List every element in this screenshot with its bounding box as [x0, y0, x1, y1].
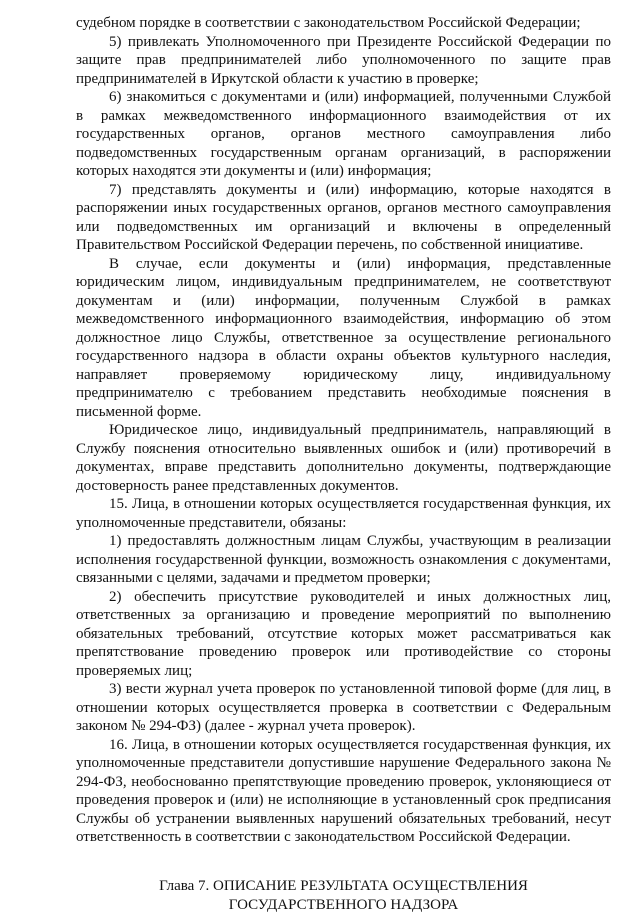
chapter-heading — [76, 877, 611, 915]
paragraph-section-15: 15. Лица, в отношении которых осуществляется государственная функция, их уполномоченные представители, обязаны: — [76, 496, 611, 531]
paragraph-discrepancy-case: В случае, если документы и (или) информация, представленные юридическим лицом, индивидуальным предпринимателем, не соответствуют документам и (или) информации, полученным Службой в рамках межведомственного информационного взаимодействия, информацию об этом должностное лицо Службы, ответственное за осуществление регионального государственного надзора в области охраны объектов культурного наследия, направляет проверяемому юридическому лицу, индивидуальному предпринимателю с требованием представить необходимые пояснения в письменной форме. — [76, 255, 611, 420]
paragraph-duty-1: 1) предоставлять должностным лицам Службы, участвующим в реализации исполнения государственной функции, возможность ознакомления с документами, связанными с целями, задачами и предметом проверки; — [76, 533, 611, 586]
document-page — [76, 14, 611, 915]
paragraph-continuation: судебном порядке в соответствии с законодательством Российской Федерации; — [76, 15, 581, 31]
paragraph-explanations: Юридическое лицо, индивидуальный предприниматель, направляющий в Службу пояснения относительно выявленных ошибок и (или) противоречий в документах, вправе представить дополнительно документы, подтверждающие достоверность ранее представленных документов. — [76, 422, 611, 494]
paragraph-item-7: 7) представлять документы и (или) информацию, которые находятся в распоряжении иных государственных органов, органов местного самоуправления или подведомственных им организаций и включены в определенный Правительством Российской Федерации перечень, по собственной инициативе. — [76, 181, 611, 253]
paragraph-item-5: 5) привлекать Уполномоченного при Президенте Российской Федерации по защите прав предпринимателей либо уполномоченного по защите прав предпринимателей в Иркутской области к участию в проверке; — [76, 33, 611, 87]
paragraph-item-6: 6) знакомиться с документами и (или) информацией, полученными Службой в рамках межведомственного информационного взаимодействия от их государственных органов, органов местного самоуправления либо подведомственных государственным органам организаций, в распоряжении которых находятся эти документы и (или) информация; — [76, 89, 611, 179]
paragraph-section-16: 16. Лица, в отношении которых осуществляется государственная функция, их уполномоченные представители допустившие нарушение Федерального закона № 294-ФЗ, необоснованно препятствующие проведению проверок, уклоняющиеся от проведения проверок и (или) не исполняющие в установленный срок предписания Службы об устранении выявленных нарушений обязательных требований, несут ответственность в соответствии с законодательством Российской Федерации. — [76, 736, 611, 845]
paragraph-duty-2: 2) обеспечить присутствие руководителей и иных должностных лиц, ответственных за организацию и проведение мероприятий по выполнению обязательных требований, отсутствие которых может рассматриваться как препятствование проведению проверок или противодействие со стороны проверяемых лиц; — [76, 588, 611, 679]
chapter-heading-line-2: ГОСУДАРСТВЕННОГО НАДЗОРА — [228, 896, 459, 913]
chapter-heading-line-1: Глава 7. ОПИСАНИЕ РЕЗУЛЬТАТА ОСУЩЕСТВЛЕНИЯ — [159, 877, 528, 894]
paragraph-duty-3: 3) вести журнал учета проверок по установленной типовой форме (для лиц, в отношении которых осуществляется проверка в соответствии с Федеральным законом № 294-ФЗ) (далее - журнал учета проверок). — [76, 681, 611, 734]
